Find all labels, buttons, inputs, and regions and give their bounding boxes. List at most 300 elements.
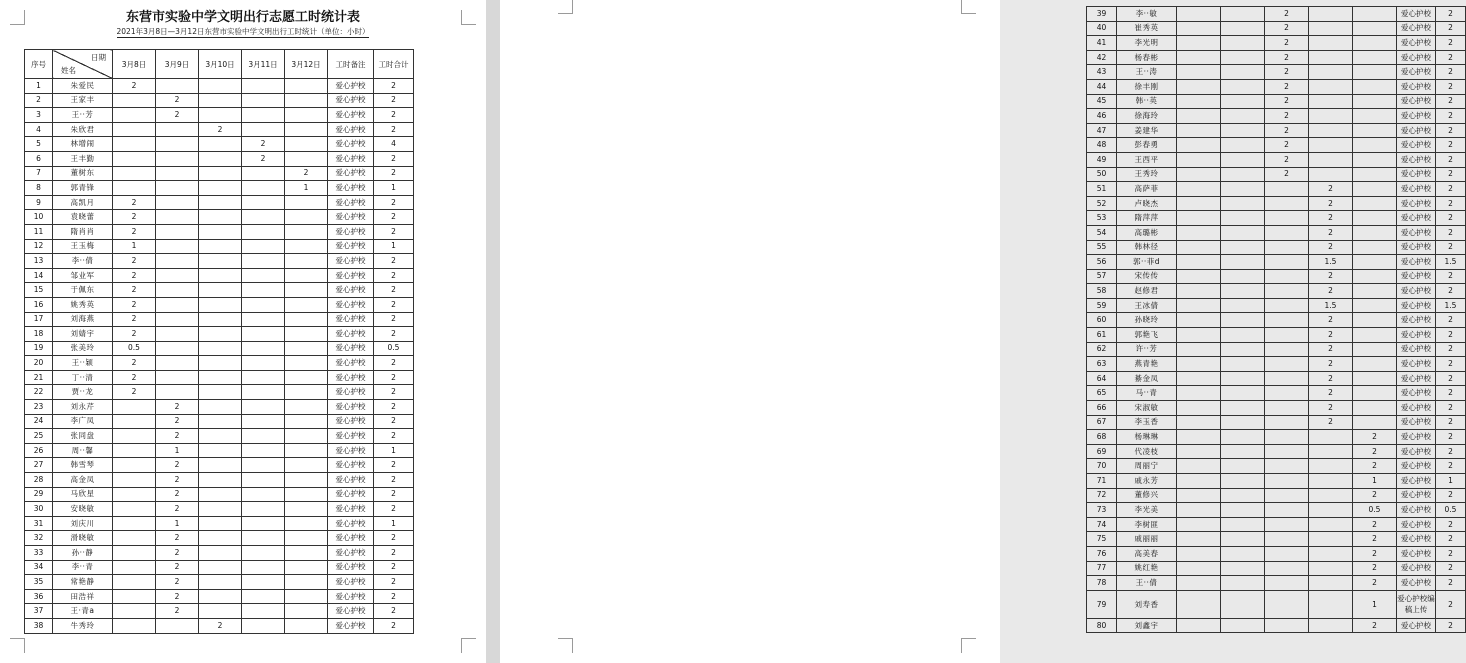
cell-hours-5 xyxy=(1353,65,1397,80)
cell-hours-3 xyxy=(1265,357,1309,372)
cell-total: 2 xyxy=(1436,328,1466,343)
cell-name: 代凌枝 xyxy=(1117,444,1177,459)
cell-hours-3 xyxy=(1265,371,1309,386)
cell-hours-1 xyxy=(1177,167,1221,182)
cell-seq: 47 xyxy=(1087,123,1117,138)
cell-hours-2 xyxy=(1221,561,1265,576)
cell-hours-3 xyxy=(199,312,242,327)
table-row xyxy=(1087,517,1466,532)
cell-name: 韩林径 xyxy=(1117,240,1177,255)
cell-name: 高金凤 xyxy=(53,473,113,488)
cell-hours-2 xyxy=(1221,269,1265,284)
table-row xyxy=(1087,532,1466,547)
cell-seq: 50 xyxy=(1087,167,1117,182)
cell-hours-1 xyxy=(1177,532,1221,547)
cell-total: 4 xyxy=(374,137,414,152)
cell-remark: 爱心护校 xyxy=(1397,196,1436,211)
cell-hours-1 xyxy=(113,560,156,575)
table-row xyxy=(1087,50,1466,65)
table-row xyxy=(1087,313,1466,328)
cell-total: 2 xyxy=(1436,123,1466,138)
cell-hours-3 xyxy=(199,224,242,239)
cell-remark: 爱心护校 xyxy=(328,604,374,619)
cell-hours-3 xyxy=(1265,298,1309,313)
cell-remark: 爱心护校 xyxy=(1397,94,1436,109)
cell-seq: 65 xyxy=(1087,386,1117,401)
page-corner-mark xyxy=(10,638,25,653)
cell-hours-1 xyxy=(1177,211,1221,226)
cell-name: 姚红艳 xyxy=(1117,561,1177,576)
cell-total: 2 xyxy=(374,327,414,342)
cell-hours-5: 2 xyxy=(1353,459,1397,474)
cell-hours-4 xyxy=(242,560,285,575)
table-row xyxy=(1087,561,1466,576)
cell-hours-4: 2 xyxy=(1309,182,1353,197)
cell-seq: 35 xyxy=(25,575,53,590)
cell-hours-3 xyxy=(1265,182,1309,197)
cell-hours-5: 1 xyxy=(1353,590,1397,618)
table-row xyxy=(25,166,414,181)
cell-total: 2 xyxy=(1436,532,1466,547)
cell-hours-4 xyxy=(242,224,285,239)
cell-total: 2 xyxy=(1436,546,1466,561)
cell-remark: 爱心护校 xyxy=(1397,459,1436,474)
cell-hours-5 xyxy=(1353,255,1397,270)
cell-hours-2 xyxy=(1221,517,1265,532)
cell-total: 2 xyxy=(374,297,414,312)
cell-seq: 67 xyxy=(1087,415,1117,430)
cell-seq: 1 xyxy=(25,79,53,94)
cell-hours-4 xyxy=(1309,152,1353,167)
cell-hours-2 xyxy=(156,341,199,356)
cell-seq: 40 xyxy=(1087,21,1117,36)
cell-hours-2 xyxy=(1221,138,1265,153)
cell-hours-2: 2 xyxy=(156,414,199,429)
cell-hours-5 xyxy=(285,473,328,488)
table-row xyxy=(1087,123,1466,138)
cell-hours-1 xyxy=(1177,576,1221,591)
cell-total: 2 xyxy=(1436,561,1466,576)
cell-hours-5: 1 xyxy=(285,181,328,196)
stats-table-part2 xyxy=(1086,6,1466,633)
cell-hours-4: 2 xyxy=(242,137,285,152)
cell-name: 许··芳 xyxy=(1117,342,1177,357)
cell-seq: 27 xyxy=(25,458,53,473)
cell-total: 1.5 xyxy=(1436,298,1466,313)
cell-remark: 爱心护校 xyxy=(1397,618,1436,633)
cell-hours-1 xyxy=(1177,386,1221,401)
cell-total: 2 xyxy=(374,312,414,327)
cell-hours-4 xyxy=(242,487,285,502)
table-row xyxy=(25,312,414,327)
cell-hours-4 xyxy=(1309,50,1353,65)
cell-remark: 爱心护校 xyxy=(328,356,374,371)
cell-seq: 33 xyxy=(25,546,53,561)
cell-remark: 爱心护校 xyxy=(1397,371,1436,386)
cell-hours-5 xyxy=(1353,225,1397,240)
cell-hours-1 xyxy=(113,181,156,196)
table-row xyxy=(25,108,414,123)
cell-remark: 爱心护校 xyxy=(328,122,374,137)
cell-name: 刘寿香 xyxy=(1117,590,1177,618)
cell-hours-1: 2 xyxy=(113,385,156,400)
table-row xyxy=(1087,196,1466,211)
cell-hours-5 xyxy=(285,122,328,137)
cell-hours-1 xyxy=(1177,561,1221,576)
table-row xyxy=(25,546,414,561)
cell-total: 2 xyxy=(1436,225,1466,240)
cell-seq: 43 xyxy=(1087,65,1117,80)
cell-seq: 42 xyxy=(1087,50,1117,65)
cell-hours-2 xyxy=(1221,240,1265,255)
cell-hours-1 xyxy=(113,151,156,166)
cell-remark: 爱心护校 xyxy=(328,79,374,94)
table-row xyxy=(25,370,414,385)
cell-hours-2 xyxy=(1221,576,1265,591)
cell-name: 朱欣君 xyxy=(53,122,113,137)
cell-name: 郭艳飞 xyxy=(1117,328,1177,343)
cell-total: 2 xyxy=(1436,459,1466,474)
cell-total: 2 xyxy=(374,487,414,502)
table-row xyxy=(25,195,414,210)
cell-hours-5 xyxy=(285,239,328,254)
cell-hours-4: 2 xyxy=(1309,415,1353,430)
table-row xyxy=(1087,357,1466,372)
cell-hours-1 xyxy=(1177,109,1221,124)
cell-remark: 爱心护校 xyxy=(328,283,374,298)
cell-hours-2 xyxy=(1221,109,1265,124)
cell-hours-4 xyxy=(242,546,285,561)
cell-hours-5 xyxy=(285,531,328,546)
cell-hours-3 xyxy=(199,341,242,356)
cell-hours-1 xyxy=(1177,430,1221,445)
cell-remark: 爱心护校 xyxy=(328,546,374,561)
cell-hours-2 xyxy=(1221,590,1265,618)
cell-hours-2 xyxy=(1221,196,1265,211)
cell-remark: 爱心护校 xyxy=(328,618,374,633)
cell-hours-3 xyxy=(1265,386,1309,401)
cell-hours-3 xyxy=(1265,561,1309,576)
table-row xyxy=(1087,474,1466,489)
cell-hours-4 xyxy=(1309,488,1353,503)
table-row xyxy=(1087,401,1466,416)
cell-hours-5 xyxy=(1353,240,1397,255)
cell-hours-1 xyxy=(1177,401,1221,416)
table-row xyxy=(1087,65,1466,80)
cell-hours-4: 2 xyxy=(1309,211,1353,226)
cell-remark: 爱心护校 xyxy=(328,370,374,385)
cell-total: 2 xyxy=(1436,94,1466,109)
cell-name: 朱爱民 xyxy=(53,79,113,94)
cell-hours-3 xyxy=(1265,459,1309,474)
cell-hours-4 xyxy=(242,239,285,254)
cell-hours-4 xyxy=(1309,167,1353,182)
cell-remark: 爱心护校 xyxy=(328,502,374,517)
cell-name: 崔秀英 xyxy=(1117,21,1177,36)
table-row xyxy=(1087,284,1466,299)
cell-hours-5 xyxy=(285,137,328,152)
cell-total: 2 xyxy=(374,473,414,488)
table-row xyxy=(1087,211,1466,226)
cell-hours-4 xyxy=(242,108,285,123)
cell-name: 宋淑敏 xyxy=(1117,401,1177,416)
table-row xyxy=(25,575,414,590)
cell-name: 牛秀玲 xyxy=(53,618,113,633)
cell-hours-4 xyxy=(242,268,285,283)
table-row xyxy=(25,443,414,458)
cell-hours-5 xyxy=(285,283,328,298)
cell-remark: 爱心护校 xyxy=(328,414,374,429)
cell-hours-5 xyxy=(1353,138,1397,153)
cell-total: 1 xyxy=(374,443,414,458)
cell-hours-5 xyxy=(1353,342,1397,357)
cell-hours-5 xyxy=(1353,415,1397,430)
cell-total: 2 xyxy=(374,283,414,298)
cell-seq: 2 xyxy=(25,93,53,108)
cell-seq: 68 xyxy=(1087,430,1117,445)
cell-hours-2 xyxy=(1221,152,1265,167)
cell-name: 王·青a xyxy=(53,604,113,619)
cell-name: 隋肖肖 xyxy=(53,224,113,239)
cell-hours-4 xyxy=(1309,590,1353,618)
cell-remark: 爱心护校 xyxy=(328,575,374,590)
table-row xyxy=(25,385,414,400)
cell-hours-1 xyxy=(1177,79,1221,94)
table-row xyxy=(1087,503,1466,518)
cell-hours-1 xyxy=(113,443,156,458)
cell-hours-1 xyxy=(113,458,156,473)
cell-hours-1: 2 xyxy=(113,312,156,327)
table-row xyxy=(1087,459,1466,474)
cell-hours-1 xyxy=(113,429,156,444)
cell-name: 高美春 xyxy=(1117,546,1177,561)
cell-hours-2 xyxy=(156,151,199,166)
cell-hours-2 xyxy=(1221,444,1265,459)
cell-hours-4 xyxy=(242,575,285,590)
cell-hours-3 xyxy=(199,546,242,561)
cell-name: 董修兴 xyxy=(1117,488,1177,503)
cell-remark: 爱心护校 xyxy=(1397,21,1436,36)
cell-hours-1 xyxy=(1177,21,1221,36)
cell-hours-5: 2 xyxy=(1353,561,1397,576)
cell-hours-3 xyxy=(199,151,242,166)
cell-name: 刘海燕 xyxy=(53,312,113,327)
cell-hours-3 xyxy=(199,560,242,575)
table-row xyxy=(25,502,414,517)
cell-hours-4 xyxy=(242,618,285,633)
cell-hours-2 xyxy=(1221,357,1265,372)
page-corner-mark xyxy=(461,638,476,653)
cell-seq: 30 xyxy=(25,502,53,517)
cell-remark: 爱心护校 xyxy=(1397,517,1436,532)
cell-hours-5 xyxy=(285,502,328,517)
cell-hours-5 xyxy=(285,327,328,342)
cell-hours-2 xyxy=(156,181,199,196)
cell-seq: 60 xyxy=(1087,313,1117,328)
cell-total: 2 xyxy=(374,531,414,546)
cell-hours-2 xyxy=(1221,225,1265,240)
cell-hours-4 xyxy=(242,327,285,342)
table-row xyxy=(1087,444,1466,459)
cell-hours-1: 2 xyxy=(113,79,156,94)
table-row xyxy=(1087,21,1466,36)
cell-hours-1 xyxy=(1177,488,1221,503)
cell-hours-1 xyxy=(1177,7,1221,22)
cell-name: 郭··菲d xyxy=(1117,255,1177,270)
cell-hours-5 xyxy=(285,487,328,502)
cell-hours-3 xyxy=(1265,488,1309,503)
cell-total: 2 xyxy=(374,79,414,94)
cell-hours-5 xyxy=(285,589,328,604)
cell-hours-3 xyxy=(199,137,242,152)
table-row xyxy=(25,137,414,152)
cell-hours-5 xyxy=(1353,371,1397,386)
cell-hours-2 xyxy=(156,195,199,210)
cell-hours-2 xyxy=(1221,298,1265,313)
cell-hours-2: 2 xyxy=(156,93,199,108)
cell-seq: 44 xyxy=(1087,79,1117,94)
cell-hours-5 xyxy=(285,458,328,473)
table-row xyxy=(1087,386,1466,401)
cell-name: 孙··静 xyxy=(53,546,113,561)
table-row xyxy=(25,414,414,429)
cell-remark: 爱心护校 xyxy=(328,195,374,210)
cell-hours-3 xyxy=(199,356,242,371)
cell-hours-2: 2 xyxy=(156,604,199,619)
cell-hours-4 xyxy=(242,122,285,137)
cell-total: 2 xyxy=(374,618,414,633)
cell-hours-4 xyxy=(1309,94,1353,109)
cell-hours-2 xyxy=(156,224,199,239)
cell-hours-3 xyxy=(199,414,242,429)
cell-name: 杨春彬 xyxy=(1117,50,1177,65)
cell-remark: 爱心护校 xyxy=(1397,546,1436,561)
table-row xyxy=(25,283,414,298)
cell-total: 1 xyxy=(374,181,414,196)
cell-total: 1 xyxy=(1436,474,1466,489)
table-row xyxy=(25,122,414,137)
table-row xyxy=(1087,167,1466,182)
cell-seq: 48 xyxy=(1087,138,1117,153)
cell-hours-5: 2 xyxy=(1353,488,1397,503)
cell-hours-2 xyxy=(1221,211,1265,226)
cell-hours-4 xyxy=(1309,561,1353,576)
cell-hours-1 xyxy=(113,487,156,502)
cell-hours-5 xyxy=(285,604,328,619)
cell-hours-1 xyxy=(1177,36,1221,51)
cell-total: 2 xyxy=(374,151,414,166)
cell-hours-3: 2 xyxy=(1265,36,1309,51)
cell-seq: 80 xyxy=(1087,618,1117,633)
cell-hours-3 xyxy=(199,327,242,342)
cell-name: 马··青 xyxy=(1117,386,1177,401)
cell-hours-5 xyxy=(285,93,328,108)
cell-name: 李广凤 xyxy=(53,414,113,429)
cell-hours-1 xyxy=(113,531,156,546)
cell-hours-3 xyxy=(199,166,242,181)
cell-total: 2 xyxy=(1436,79,1466,94)
cell-total: 2 xyxy=(1436,7,1466,22)
table-row xyxy=(1087,546,1466,561)
cell-remark: 爱心护校 xyxy=(1397,211,1436,226)
cell-hours-5 xyxy=(1353,211,1397,226)
cell-seq: 5 xyxy=(25,137,53,152)
table-row xyxy=(1087,415,1466,430)
cell-remark: 爱心护校 xyxy=(328,137,374,152)
cell-hours-4: 1.5 xyxy=(1309,298,1353,313)
cell-name: 于佩东 xyxy=(53,283,113,298)
cell-hours-4 xyxy=(1309,36,1353,51)
cell-seq: 59 xyxy=(1087,298,1117,313)
cell-seq: 21 xyxy=(25,370,53,385)
table-row xyxy=(25,268,414,283)
cell-hours-4 xyxy=(242,400,285,415)
cell-hours-4: 2 xyxy=(1309,225,1353,240)
cell-hours-2: 2 xyxy=(156,108,199,123)
cell-remark: 爱心护校 xyxy=(1397,50,1436,65)
cell-hours-5 xyxy=(1353,79,1397,94)
table-row xyxy=(25,618,414,633)
cell-hours-4 xyxy=(242,443,285,458)
cell-hours-2: 2 xyxy=(156,575,199,590)
cell-hours-1 xyxy=(1177,342,1221,357)
cell-total: 2 xyxy=(374,414,414,429)
cell-total: 2 xyxy=(374,254,414,269)
cell-hours-4 xyxy=(242,385,285,400)
cell-name: 王玉梅 xyxy=(53,239,113,254)
cell-total: 2 xyxy=(374,370,414,385)
cell-hours-5: 2 xyxy=(1353,546,1397,561)
cell-name: 王秀玲 xyxy=(1117,167,1177,182)
table-row xyxy=(1087,79,1466,94)
cell-remark: 爱心护校 xyxy=(1397,488,1436,503)
table-row xyxy=(25,327,414,342)
cell-seq: 71 xyxy=(1087,474,1117,489)
cell-hours-4 xyxy=(1309,444,1353,459)
cell-total: 2 xyxy=(374,210,414,225)
cell-hours-5 xyxy=(285,195,328,210)
cell-hours-1: 2 xyxy=(113,210,156,225)
cell-hours-3 xyxy=(1265,313,1309,328)
cell-hours-2 xyxy=(1221,284,1265,299)
cell-seq: 70 xyxy=(1087,459,1117,474)
cell-total: 2 xyxy=(374,385,414,400)
cell-hours-4 xyxy=(242,604,285,619)
stats-table-part1 xyxy=(24,49,414,634)
cell-total: 2 xyxy=(1436,313,1466,328)
cell-hours-2 xyxy=(156,239,199,254)
cell-hours-2 xyxy=(156,385,199,400)
cell-remark: 爱心护校 xyxy=(328,268,374,283)
cell-hours-1 xyxy=(1177,269,1221,284)
cell-hours-5 xyxy=(1353,94,1397,109)
cell-seq: 69 xyxy=(1087,444,1117,459)
cell-remark: 爱心护校 xyxy=(1397,123,1436,138)
cell-hours-5: 2 xyxy=(1353,576,1397,591)
cell-hours-4: 2 xyxy=(1309,284,1353,299)
cell-hours-4 xyxy=(242,93,285,108)
cell-hours-5 xyxy=(285,546,328,561)
cell-hours-2 xyxy=(1221,546,1265,561)
cell-hours-5 xyxy=(285,429,328,444)
cell-hours-4 xyxy=(1309,123,1353,138)
cell-total: 2 xyxy=(374,356,414,371)
cell-seq: 37 xyxy=(25,604,53,619)
cell-remark: 爱心护校 xyxy=(1397,79,1436,94)
table-row xyxy=(1087,225,1466,240)
cell-remark: 爱心护校 xyxy=(1397,430,1436,445)
cell-remark: 爱心护校 xyxy=(328,443,374,458)
